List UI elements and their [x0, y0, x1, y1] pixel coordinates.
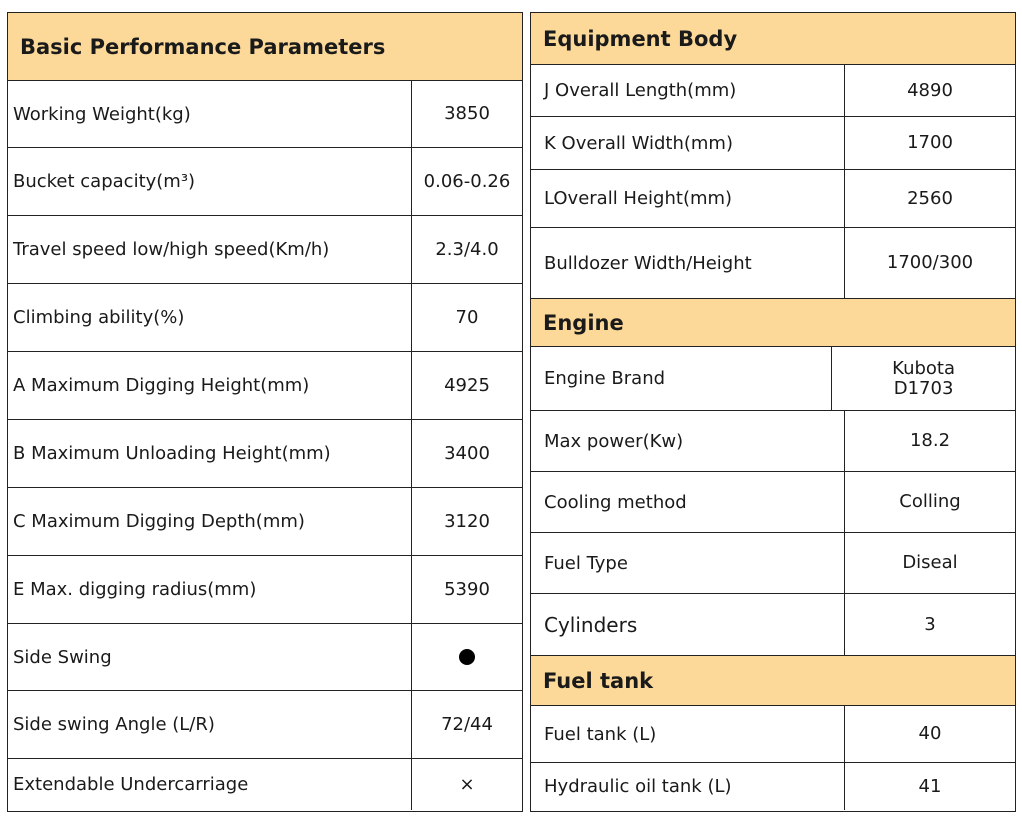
row-label: Fuel Type — [531, 533, 845, 593]
row-value: Colling — [899, 491, 961, 512]
table-row — [8, 216, 522, 284]
row-label: C Maximum Digging Depth(mm) — [8, 488, 412, 555]
row-label: Cooling method — [531, 472, 845, 532]
row-label: E Max. digging radius(mm) — [8, 556, 412, 623]
table-row — [8, 759, 522, 810]
row-value: 1700 — [907, 132, 953, 153]
row-value: 3850 — [444, 103, 490, 124]
table-row — [8, 624, 522, 691]
table-row — [8, 420, 522, 488]
row-value: Diseal — [902, 552, 958, 573]
row-label: J Overall Length(mm) — [531, 65, 845, 116]
row-value: 70 — [455, 306, 479, 328]
table-row — [531, 170, 1015, 228]
row-value: 40 — [918, 723, 942, 744]
row-value: 5390 — [444, 578, 490, 600]
row-label: Extendable Undercarriage — [8, 759, 412, 810]
row-label: Travel speed low/high speed(Km/h) — [8, 216, 412, 283]
row-label: Working Weight(kg) — [8, 81, 412, 147]
table-row — [531, 706, 1015, 763]
row-value: 72/44 — [441, 713, 493, 735]
specifications-table — [530, 12, 1016, 812]
row-label: Bucket capacity(m³) — [8, 148, 412, 215]
table-row — [8, 81, 522, 148]
table-row — [531, 228, 1015, 299]
row-label: A Maximum Digging Height(mm) — [8, 352, 412, 419]
table-row — [8, 148, 522, 216]
table-row — [531, 65, 1015, 117]
table-row — [531, 763, 1015, 810]
row-label: Side Swing — [8, 624, 412, 690]
table-row — [531, 117, 1015, 170]
basic-performance-header: Basic Performance Parameters — [8, 13, 522, 81]
row-value: 3120 — [444, 510, 490, 532]
row-value: × — [459, 773, 475, 795]
row-label: Cylinders — [531, 594, 845, 655]
table-row — [531, 472, 1015, 533]
table-row — [8, 488, 522, 556]
row-value: 0.06-0.26 — [423, 170, 511, 192]
row-label: Engine Brand — [531, 347, 832, 410]
fuel-tank-header: Fuel tank — [531, 656, 1015, 706]
row-label: LOverall Height(mm) — [531, 170, 845, 227]
row-label: K Overall Width(mm) — [531, 117, 845, 169]
row-value: 4890 — [907, 79, 953, 101]
row-value: 1700/300 — [886, 252, 974, 273]
table-row — [8, 691, 522, 759]
table-row — [531, 411, 1015, 472]
row-value: 2.3/4.0 — [435, 238, 499, 260]
row-label: Side swing Angle (L/R) — [8, 691, 412, 758]
table-row — [531, 594, 1015, 656]
table-row — [531, 347, 1015, 411]
row-value — [412, 624, 522, 690]
equipment-body-header: Equipment Body — [531, 13, 1015, 65]
row-label: B Maximum Unloading Height(mm) — [8, 420, 412, 487]
table-row — [8, 352, 522, 420]
row-value: 3400 — [444, 442, 490, 464]
row-label: Hydraulic oil tank (L) — [531, 763, 845, 810]
row-value: 2560 — [907, 187, 953, 209]
filled-circle-icon — [459, 649, 475, 665]
table-row — [8, 284, 522, 352]
row-value: Kubota D1703 — [892, 357, 955, 399]
row-label: Fuel tank (L) — [531, 706, 845, 762]
table-row — [531, 533, 1015, 594]
row-value: 18.2 — [909, 430, 951, 451]
row-value: 41 — [918, 775, 942, 797]
row-label: Bulldozer Width/Height — [531, 228, 845, 298]
basic-performance-table — [7, 12, 523, 812]
row-value: 3 — [924, 613, 936, 635]
row-label: Max power(Kw) — [531, 411, 845, 471]
row-value: 4925 — [444, 374, 490, 396]
table-row — [8, 556, 522, 624]
row-label: Climbing ability(%) — [8, 284, 412, 351]
engine-header: Engine — [531, 299, 1015, 347]
